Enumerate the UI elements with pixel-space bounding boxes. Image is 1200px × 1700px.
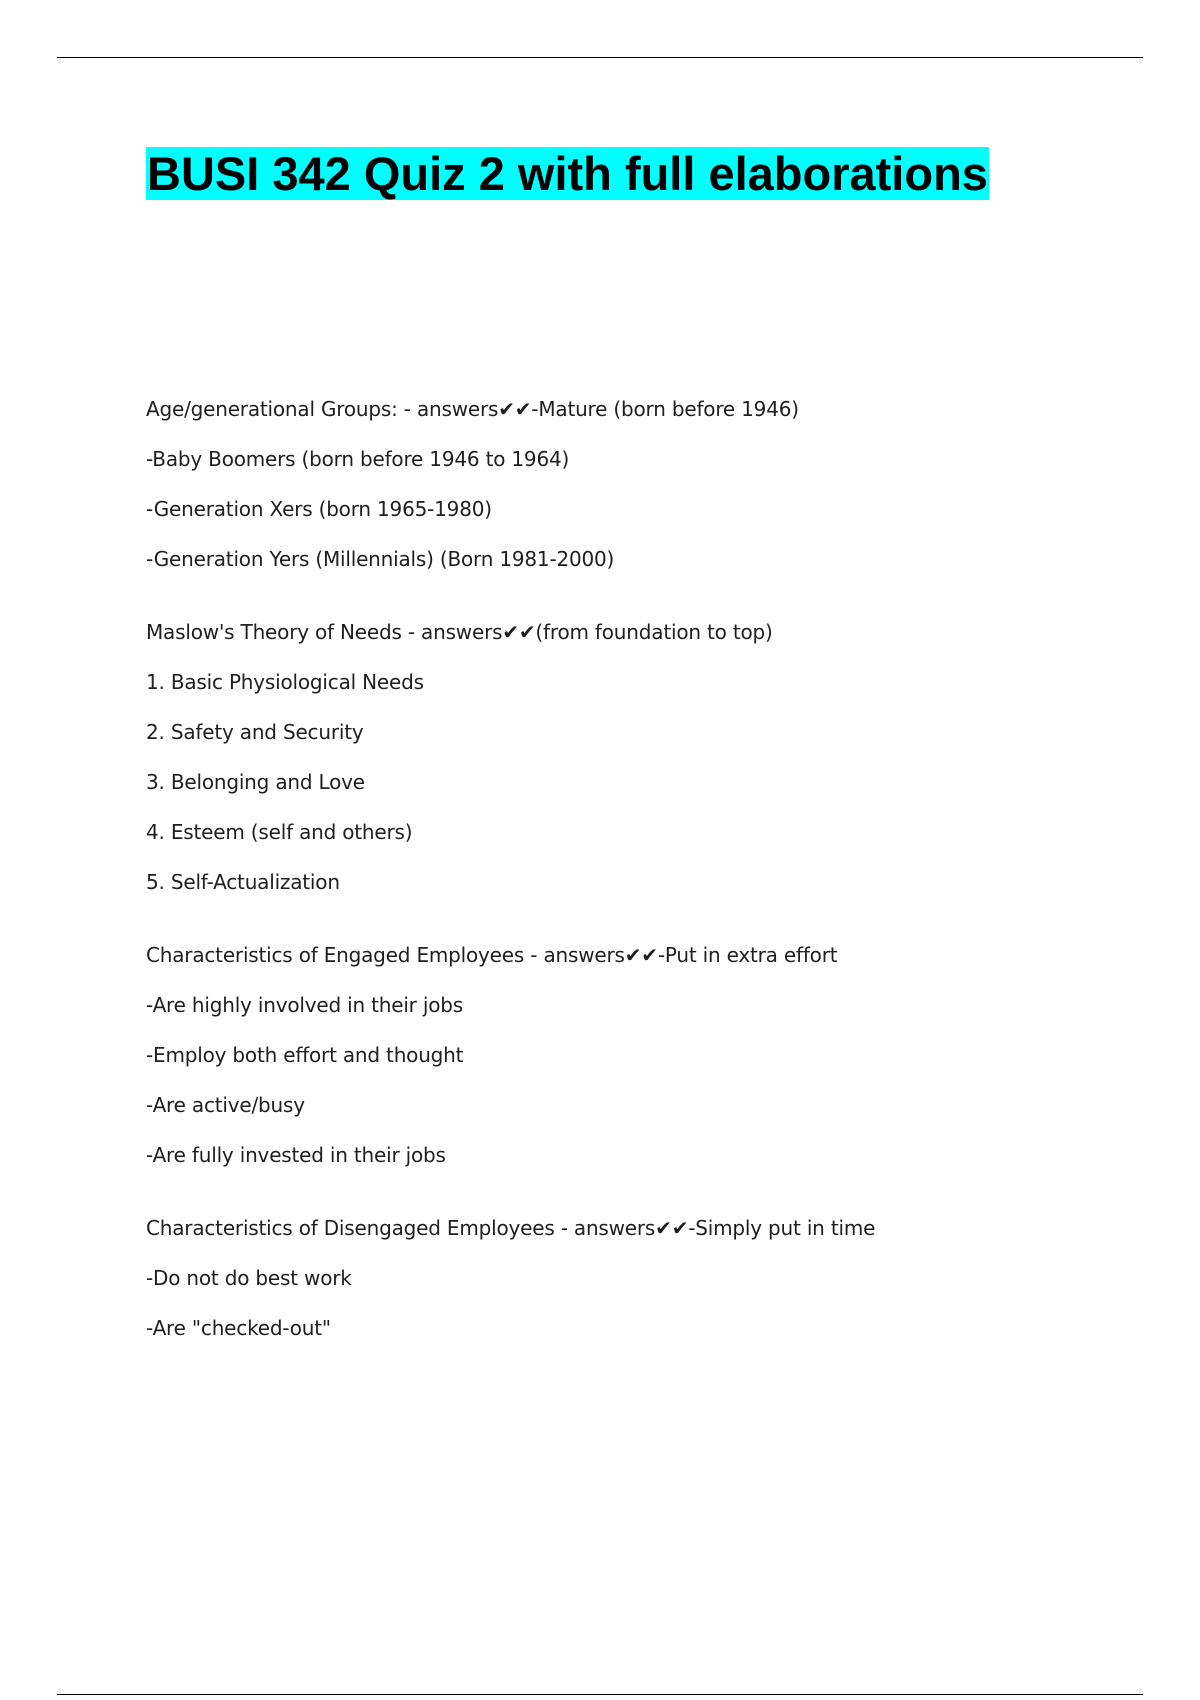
answer-line: 3. Belonging and Love — [146, 770, 365, 794]
answer-line: -Are active/busy — [146, 1093, 305, 1117]
qa-block-maslow — [146, 620, 1146, 894]
header-rule — [57, 57, 1143, 58]
title-highlight: BUSI 342 Quiz 2 with full elaborations — [147, 147, 988, 200]
qa-block-generational-groups — [146, 397, 1146, 571]
document-title — [146, 146, 989, 202]
answer-line: 4. Esteem (self and others) — [146, 820, 413, 844]
answer-line: -Employ both effort and thought — [146, 1043, 464, 1067]
answer-line: -Generation Yers (Millennials) (Born 1981-2000) — [146, 547, 615, 571]
answer-line: -Do not do best work — [146, 1266, 352, 1290]
answer-line: -Are fully invested in their jobs — [146, 1143, 446, 1167]
qa-question-line: Characteristics of Disengaged Employees - answers✔✔-Simply put in time — [146, 1216, 876, 1240]
answer-line: -Are highly involved in their jobs — [146, 993, 463, 1017]
document-body — [146, 397, 1146, 1389]
qa-question-line: Characteristics of Engaged Employees - answers✔✔-Put in extra effort — [146, 943, 838, 967]
qa-block-engaged-employees — [146, 943, 1146, 1167]
qa-question-line: Maslow's Theory of Needs - answers✔✔(from foundation to top) — [146, 620, 773, 644]
answer-line: 2. Safety and Security — [146, 720, 364, 744]
answer-line: 5. Self-Actualization — [146, 870, 340, 894]
answer-line: 1. Basic Physiological Needs — [146, 670, 424, 694]
answer-line: -Baby Boomers (born before 1946 to 1964) — [146, 447, 570, 471]
qa-question-line: Age/generational Groups: - answers✔✔-Mature (born before 1946) — [146, 397, 799, 421]
answer-line: -Generation Xers (born 1965-1980) — [146, 497, 492, 521]
answer-line: -Are "checked-out" — [146, 1316, 331, 1340]
qa-block-disengaged-employees — [146, 1216, 1146, 1340]
footer-rule — [57, 1694, 1143, 1695]
